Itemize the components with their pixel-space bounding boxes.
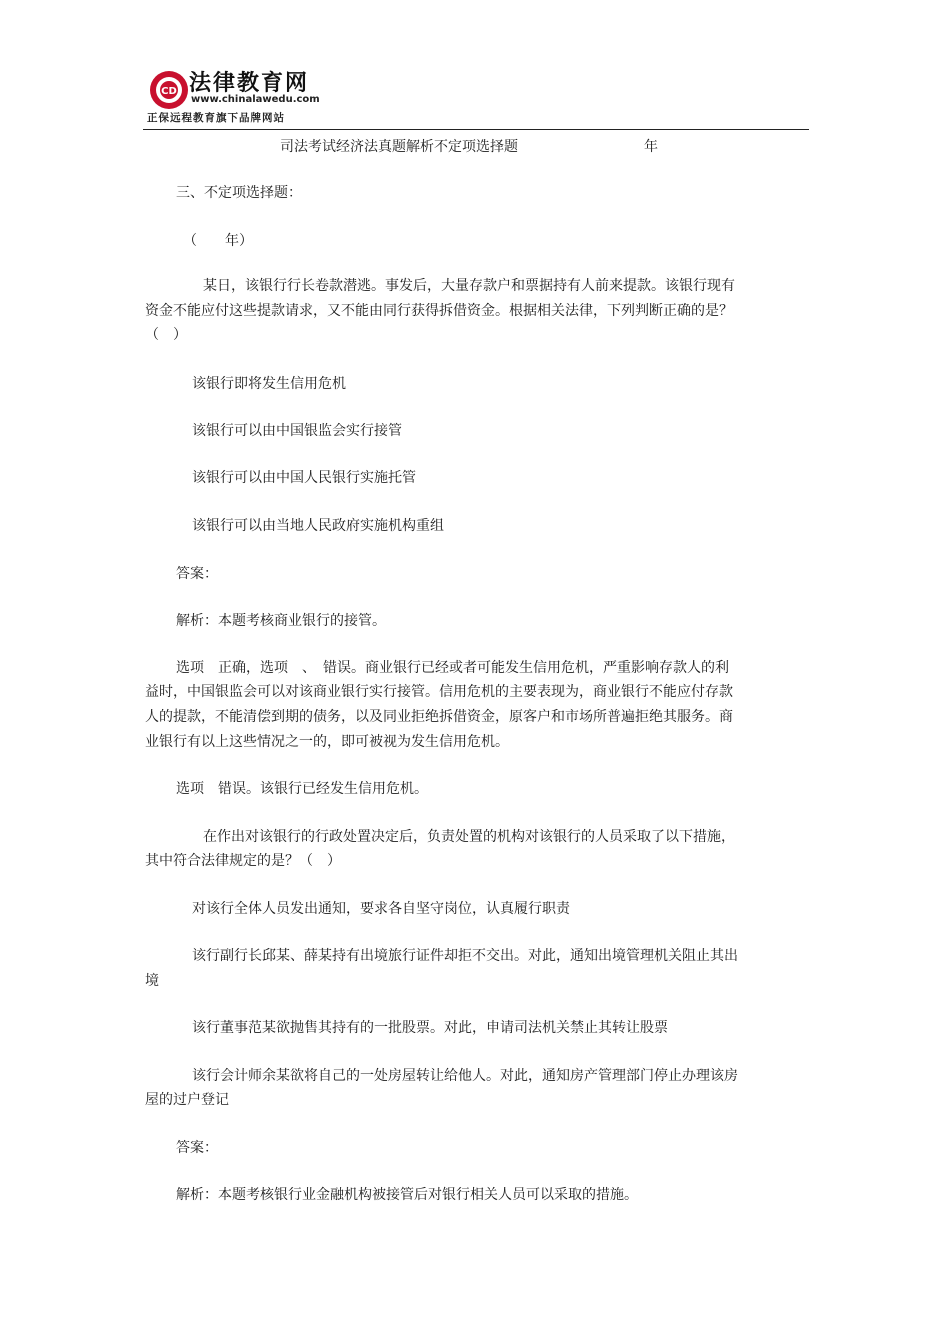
q1-option: 该银行可以由当地人民政府实施机构重组: [192, 518, 444, 534]
q2-option-continued: 境: [145, 973, 159, 989]
q1-explanation-line: 益时，中国银监会可以对该商业银行实行接管。信用危机的主要表现为，商业银行不能应付存款: [145, 684, 733, 700]
q1-explanation-line: 选项 正确，选项 、 错误。商业银行已经或者可能发生信用危机，严重影响存款人的利: [176, 660, 729, 676]
q2-option: 该行副行长邱某、薛某持有出境旅行证件却拒不交出。对此，通知出境管理机关阻止其出: [192, 948, 738, 964]
q2-stem-line: 其中符合法律规定的是？（ ）: [145, 853, 341, 869]
brand-url[interactable]: www.chinalawedu.com: [191, 94, 320, 105]
q2-option: 对该行全体人员发出通知，要求各自坚守岗位，认真履行职责: [192, 901, 570, 917]
q2-option-continued: 屋的过户登记: [145, 1092, 229, 1108]
q1-explanation-b: 选项 错误。该银行已经发生信用危机。: [176, 781, 428, 797]
title-text: 司法考试经济法真题解析不定项选择题: [280, 139, 518, 155]
q1-option: 该银行可以由中国人民银行实施托管: [192, 470, 416, 486]
brand-name: 法律教育网: [189, 71, 310, 96]
site-header: [143, 64, 809, 130]
header-divider: [143, 129, 809, 130]
svg-text:CD: CD: [161, 86, 177, 97]
q1-stem-line: （ ）: [145, 327, 187, 343]
q1-explanation-line: 业银行有以上这些情况之一的，即可被视为发生信用危机。: [145, 734, 509, 750]
q2-stem-line: 在作出对该银行的行政处置决定后，负责处置的机构对该银行的人员采取了以下措施，: [203, 829, 735, 845]
q1-stem-line: 某日，该银行行长卷款潜逃。事发后，大量存款户和票据持有人前来提款。该银行现有: [203, 278, 735, 294]
q1-explanation-line: 人的提款，不能清偿到期的债务，以及同业拒绝拆借资金，原客户和市场所普遍拒绝其服务。商: [145, 709, 733, 725]
q2-option: 该行董事范某欲抛售其持有的一批股票。对此，申请司法机关禁止其转让股票: [192, 1020, 668, 1036]
q2-analysis: 解析：本题考核银行业金融机构被接管后对银行相关人员可以采取的措施。: [176, 1187, 638, 1203]
q1-stem-line: 资金不能应付这些提款请求，又不能由同行获得拆借资金。根据相关法律，下列判断正确的是？: [145, 303, 733, 319]
year-marker: （ 年）: [183, 233, 253, 249]
brand-slogan: 正保远程教育旗下品牌网站: [147, 112, 285, 124]
q1-answer-label: 答案：: [176, 566, 218, 582]
q2-option: 该行会计师余某欲将自己的一处房屋转让给他人。对此，通知房产管理部门停止办理该房: [192, 1068, 738, 1084]
chinalawedu-logo-icon: [149, 70, 189, 110]
q1-analysis: 解析：本题考核商业银行的接管。: [176, 613, 386, 629]
q2-answer-label: 答案：: [176, 1140, 218, 1156]
section-heading: 三、不定项选择题：: [176, 185, 302, 201]
title-year: 年: [644, 139, 658, 155]
q1-option: 该银行即将发生信用危机: [192, 376, 346, 392]
q1-option: 该银行可以由中国银监会实行接管: [192, 423, 402, 439]
